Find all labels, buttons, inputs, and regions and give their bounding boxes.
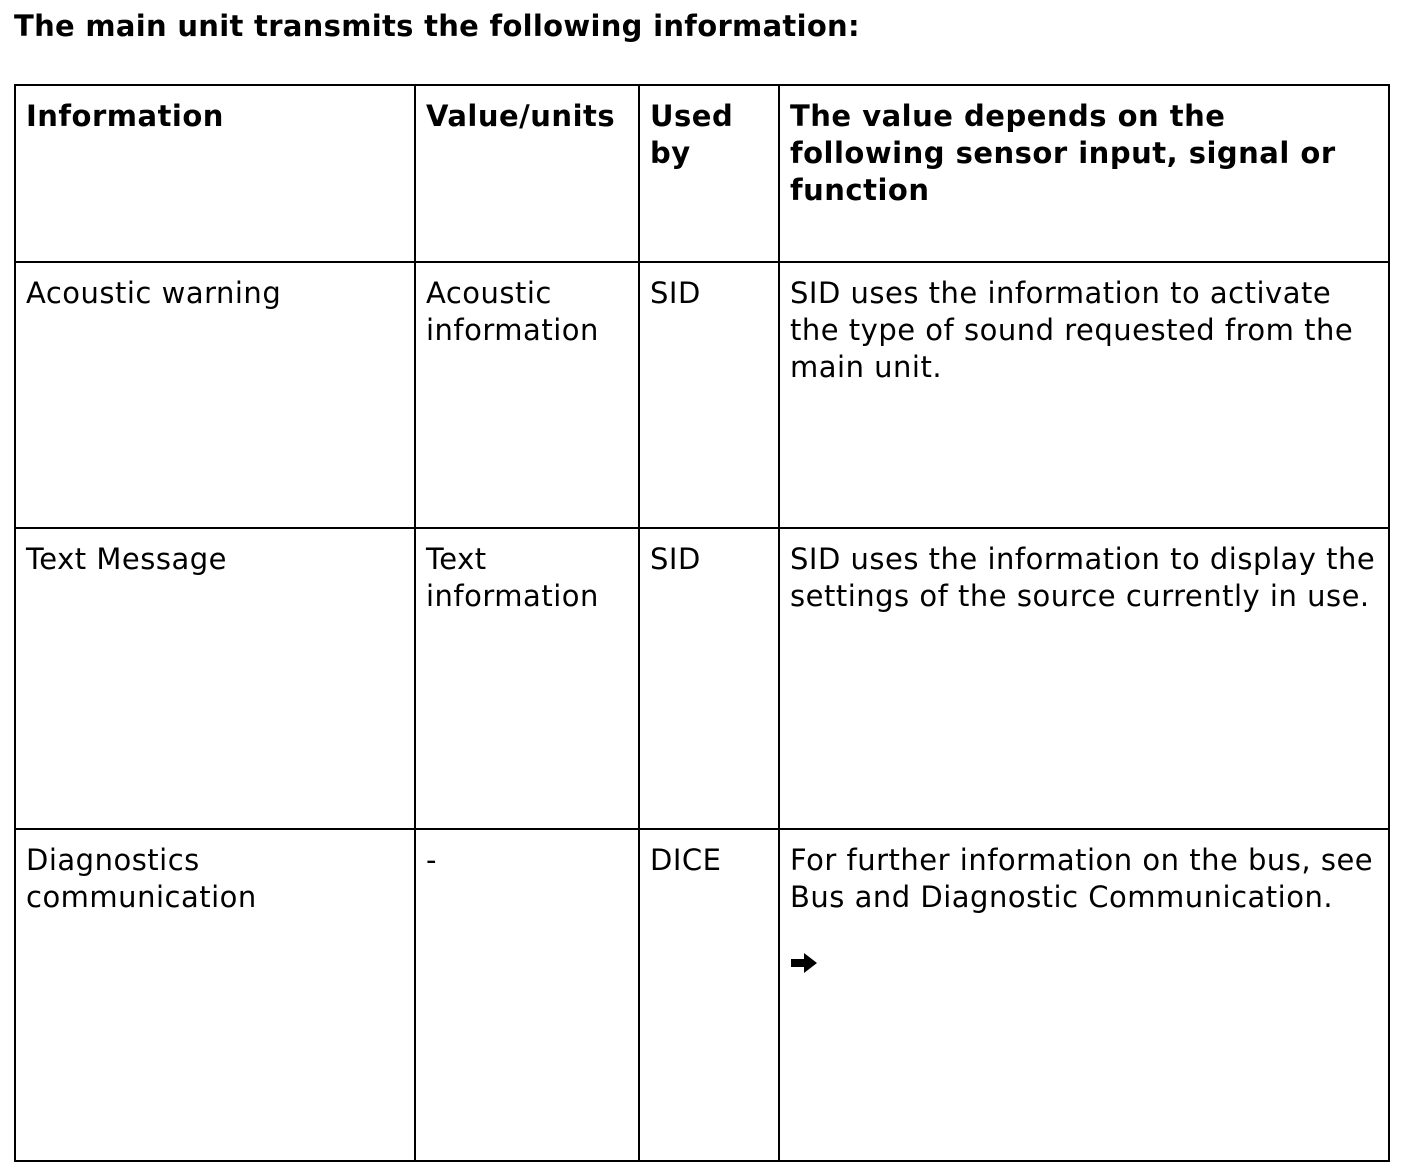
header-used-by: Used by xyxy=(639,85,779,262)
table-header-row xyxy=(15,85,1389,262)
cell-information: Acoustic warning xyxy=(15,262,415,528)
cell-depends-on: SID uses the information to display the settings of the source currently in use. xyxy=(779,528,1389,829)
table-row xyxy=(15,528,1389,829)
right-arrow-icon[interactable] xyxy=(790,952,818,974)
table-row xyxy=(15,829,1389,1161)
table-row xyxy=(15,262,1389,528)
cell-value-units: - xyxy=(415,829,639,1161)
cell-used-by: DICE xyxy=(639,829,779,1161)
cell-used-by: SID xyxy=(639,528,779,829)
info-table xyxy=(14,84,1390,1162)
header-information: Information xyxy=(15,85,415,262)
cell-depends-on: For further information on the bus, see Bus and Diagnostic Communication. xyxy=(790,843,1374,914)
header-depends-on: The value depends on the following sensor input, signal or function xyxy=(779,85,1389,262)
cell-value-units: Acoustic information xyxy=(415,262,639,528)
header-value-units: Value/units xyxy=(415,85,639,262)
cell-information: Text Message xyxy=(15,528,415,829)
cell-information: Diagnostics communication xyxy=(15,829,415,1161)
cell-depends-on: SID uses the information to activate the type of sound requested from the main unit. xyxy=(779,262,1389,528)
cell-used-by: SID xyxy=(639,262,779,528)
cell-depends-on-with-link xyxy=(779,829,1389,1161)
page-title: The main unit transmits the following information: xyxy=(14,9,860,43)
cell-value-units: Text information xyxy=(415,528,639,829)
